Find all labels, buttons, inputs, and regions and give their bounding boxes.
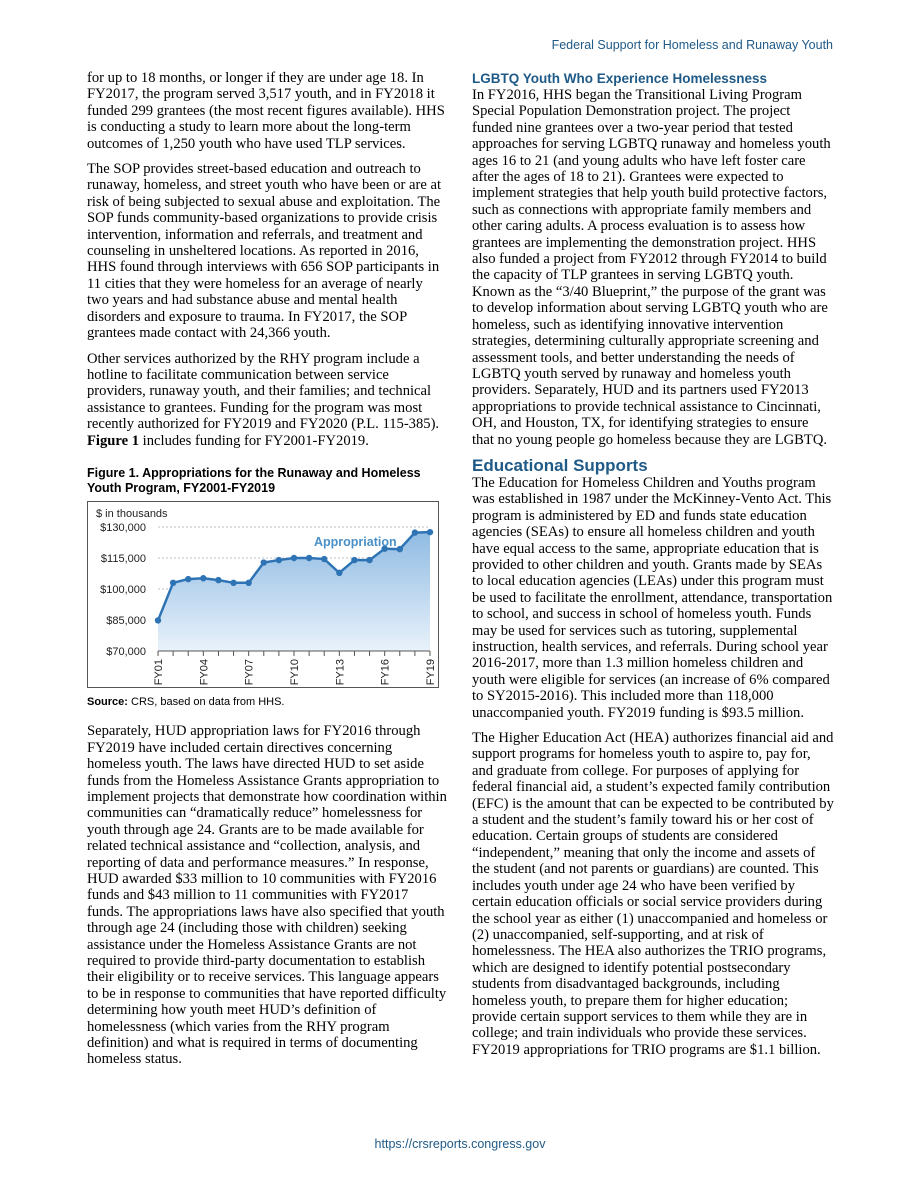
data-point	[185, 576, 191, 582]
data-point	[276, 557, 282, 563]
figure-source	[87, 694, 447, 710]
data-point	[245, 580, 251, 586]
paragraph-lgbtq: In FY2016, HHS began the Transitional Living Program Special Population Demonstration project. The project funded nine grantees over a two-year period that tested approaches for serving LGBTQ runaway and homeless youth ages 16 to 21 (and young adults who have left foster care after the ages of 18 to 21). Grantees were expected to implement strategies that help youth build protective factors, such as connections with appropriate family members and other caring adults. A process evaluation is to assess how grantees are implementing the demonstration project. HHS also funded a project from FY2012 through FY2014 to build the capacity of TLP grantees in serving LGBTQ youth. Known as the “3/40 Blueprint,” the purpose of the grant was to develop information about serving LGBTQ youth who are homeless, such as identifying innovative intervention strategies, determining culturally appropriate screening and assessment tools, and better understanding the needs of LGBTQ youth served by runaway and homeless youth providers. Separately, HUD and its partners used FY2013 appropriations to provide technical assistance to Cincinnati, OH, and Houston, TX, for identifying strategies to ensure that no young people go homeless because they are LGBTQ.	[472, 87, 831, 448]
y-tick-label: $100,000	[100, 583, 146, 596]
figure-chart	[87, 501, 439, 688]
data-point	[200, 575, 206, 581]
paragraph-other-services-tail: includes funding for FY2001-FY2019.	[139, 432, 369, 449]
data-point	[230, 580, 236, 586]
x-tick-label: FY10	[289, 658, 301, 686]
data-point	[336, 570, 342, 576]
figure-title: Figure 1. Appropriations for the Runaway and Homeless Youth Program, FY2001-FY2019	[87, 465, 421, 496]
appropriations-chart	[88, 502, 438, 687]
series-label-appropriation: Appropriation	[314, 534, 397, 549]
section-heading-lgbtq: LGBTQ Youth Who Experience Homelessness	[472, 71, 768, 86]
right-column	[472, 70, 834, 1067]
y-tick-label: $70,000	[106, 645, 146, 658]
data-point	[412, 529, 418, 535]
y-tick-label: $85,000	[106, 614, 146, 627]
data-point	[155, 617, 161, 623]
x-tick-label: FY16	[379, 658, 392, 686]
data-point	[397, 546, 403, 552]
data-point	[321, 556, 327, 562]
data-point	[261, 559, 267, 565]
source-label: Source:	[87, 695, 128, 708]
y-axis-label: $ in thousands	[96, 507, 168, 520]
data-point	[215, 577, 221, 583]
x-tick-label: FY13	[334, 658, 347, 686]
paragraph-ehcy: The Education for Homeless Children and Youths program was established in 1987 under the McKinney-Vento Act. This program is administered by ED and funds state education agencies (SEAs) to ensure all homeless children and youth have equal access to the same, appropriate education that is provided to other children and youth. Grants made by SEAs to local education agencies (LEAs) under this program must be used to facilitate the enrollment, attendance, transportation to school, and success in school of homeless youth. Funds may be used for services such as tutoring, supplemental instruction, health services, and referrals. During school year 2016-2017, more than 1.3 million homeless children and youth were eligible for services (an increase of 6% compared to SY2015-2016). This included more than 118,000 unaccompanied youth. FY2019 funding is $93.5 million.	[472, 474, 833, 721]
data-point	[170, 580, 176, 586]
x-tick-label: FY01	[153, 658, 165, 686]
data-point	[306, 555, 312, 561]
data-point	[427, 529, 433, 535]
paragraph-other-services	[87, 351, 447, 449]
footer-url[interactable]: https://crsreports.congress.gov	[374, 1137, 546, 1151]
x-tick-label: FY04	[198, 658, 211, 686]
x-tick-label: FY19	[425, 658, 437, 686]
section-heading-educational-supports: Educational Supports	[472, 455, 648, 475]
figure-1-reference: Figure 1	[87, 432, 140, 449]
source-text: CRS, based on data from HHS.	[127, 695, 285, 708]
data-point	[291, 555, 297, 561]
data-point	[351, 557, 357, 563]
paragraph-hea: The Higher Education Act (HEA) authorizes financial aid and support programs for homeless youth to aspire to, pay for, and graduate from college. For purposes of applying for federal financial aid, a student’s expected family contribution (EFC) is the amount that can be expected to be contributed by a student and the student’s family toward his or her cost of education. Certain groups of students are considered “independent,” meaning that only the income and assets of the student (and not parents or guardians) are counted. This includes youth under age 24 who have been verified by certain education officials or social service providers during the school year as either (1) unaccompanied and homeless or (2) unaccompanied, self-supporting, and at risk of homelessness. The HEA also authorizes the TRIO programs, which are designed to identify potential postsecondary students from disadvantaged backgrounds, including homeless youth, to prepare them for higher education; provide certain support services to them while they are in college; and train individuals who provide these services. FY2019 appropriations for TRIO programs are $1.1 billion.	[472, 730, 834, 1058]
paragraph-tlp-continued: for up to 18 months, or longer if they are under age 18. In FY2017, the program served 3,517 youth, and in FY2018 it funded 299 grantees (the most recent figures available). HHS is conducting a study to learn more about the long-term outcomes of 1,250 youth who have used TLP services.	[87, 70, 445, 152]
paragraph-hud: Separately, HUD appropriation laws for FY2016 through FY2019 have included certain directives concerning homeless youth. The laws have directed HUD to set aside funds from the Homeless Assistance Grants appropriation to implement projects that demonstrate how coordination within communities can “dramatically reduce” homelessness for youth through age 24. Grants are to be made available for related technical assistance and “collection, analysis, and reporting of data and performance measures.” In response, HUD awarded $33 million to 10 communities with FY2016 funds and $43 million to 11 communities with FY2017 funds. The appropriations laws have also specified that youth through age 24 (including those with children) seeking assistance under the Homeless Assistance Grants are not required to provide third-party documentation to establish their eligibility or to receive services. This language appears to be in response to communities that have reported difficulty determining how youth meet HUD’s definition of homelessness (which varies from the RHY program definition) and what is required in terms of documenting homeless status.	[87, 723, 447, 1068]
data-point	[366, 557, 372, 563]
x-tick-label: FY07	[243, 658, 256, 686]
left-column	[87, 70, 447, 1077]
running-title: Federal Support for Homeless and Runaway Youth	[551, 38, 833, 52]
paragraph-other-services-text: Other services authorized by the RHY program include a hotline to facilitate communication between service providers, runaway youth, and their families; and technical assistance to grantees. Funding for the program was most recently authorized for FY2019 and FY2020 (P.L. 115-385).	[87, 350, 440, 433]
paragraph-sop: The SOP provides street-based education and outreach to runaway, homeless, and street youth who have been or are at risk of being subjected to sexual abuse and exploitation. The SOP funds community-based organizations to provide crisis intervention, information and referrals, and treatment and counseling in unsheltered locations. As reported in 2016, HHS found through interviews with 656 SOP participants in 11 cities that they were homeless for an average of nearly two years and had substance abuse and mental health disorders and exposure to trauma. In FY2017, the SOP grantees made contact with 24,366 youth.	[87, 161, 442, 342]
y-tick-label: $130,000	[100, 521, 146, 534]
y-tick-label: $115,000	[100, 552, 146, 565]
